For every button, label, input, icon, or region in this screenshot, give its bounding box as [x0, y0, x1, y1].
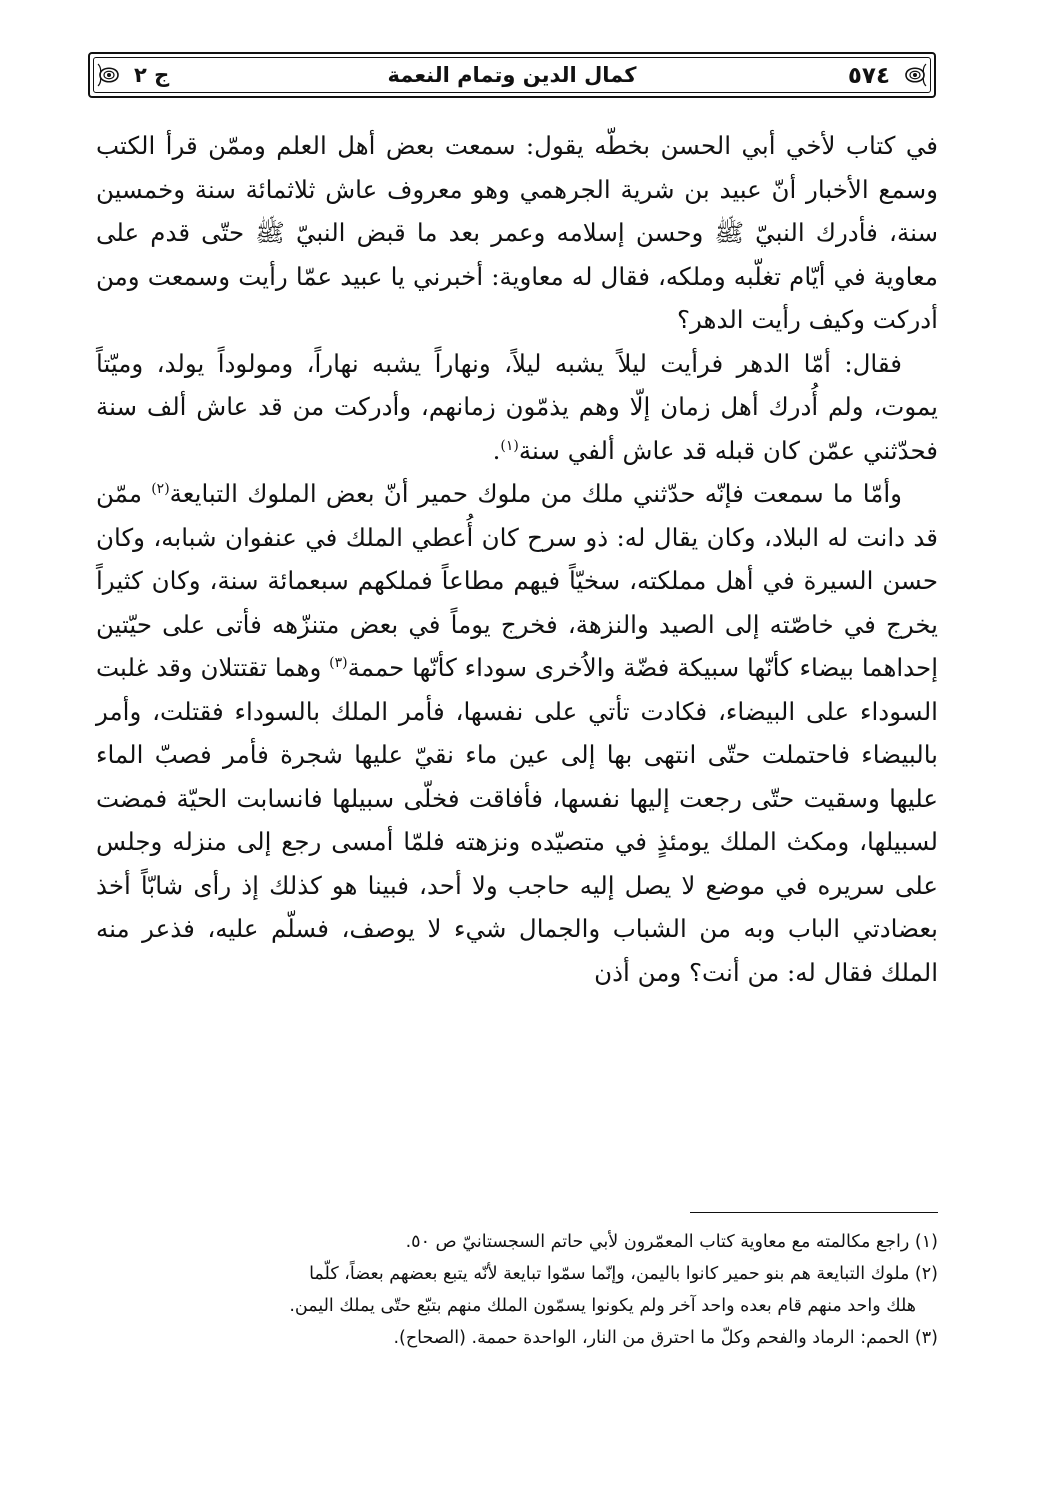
- page-number: ٥٧٤: [847, 63, 890, 89]
- footnote-1: (١) راجع مكالمته مع معاوية كتاب المعمّرون لأبي حاتم السجستانيّ ص ٥٠.: [405, 1232, 938, 1252]
- paragraph-punct: .: [492, 435, 501, 465]
- footnote-ref-3: (٣): [329, 654, 348, 671]
- footnote-ref-2: (٢): [151, 480, 170, 497]
- footnote-3: (٣) الحمم: الرماد والفحم وكلّ ما احترق من النار، الواحدة حممة. (الصحاح).: [393, 1328, 938, 1348]
- paragraph-2: [96, 342, 938, 473]
- footnote-2: (٢) ملوك التبايعة هم بنو حمير كانوا باليمن، وإنّما سمّوا تبايعة لأنّه يتبع بعضهم بعضاً، كلّما: [309, 1264, 938, 1284]
- paragraph-text: وأمّا ما سمعت فإنّه حدّثني ملك من ملوك حمير أنّ بعض الملوك التبايعة: [169, 479, 902, 508]
- main-text: [96, 124, 938, 994]
- page-header: [88, 52, 936, 98]
- footnotes: [96, 1226, 938, 1354]
- volume-label: ج ٢: [134, 63, 170, 87]
- book-title: كمال الدين وتمام النعمة: [387, 63, 637, 87]
- paragraph-1: [96, 124, 938, 342]
- footnote-divider: [690, 1212, 938, 1213]
- paragraph-text: وهما تقتتلان وقد غلبت السوداء على البيضاء، فكادت تأتي على نفسها، فأمر الملك بالسوداء فقتلت، وأمر بالبيضاء فاحتملت حتّى انتهى بها إلى عين ماء نقيّ عليها شجرة فأمر فصبّ الماء عليها وسقيت حتّى رجعت إليها نفسها، فأفاقت فخلّى سبيلها فانسابت الحيّة فمضت لسبيلها، ومكث الملك يومئذٍ في متصيّده ونزهته فلمّا أمسى رجع إلى منزله وجلس على سريره في موضع لا يصل إليه حاجب ولا أحد، فبينا هو كذلك إذ رأى شابّاً أخذ بعضادتي الباب وبه من الشباب والجمال شيء لا يوصف، فسلّم عليه، فذعر منه الملك فقال له: من أنت؟ ومن أذن: [96, 653, 938, 987]
- ornament-icon: [902, 60, 928, 90]
- footnote-ref-1: (١): [500, 437, 519, 454]
- paragraph-3: [96, 472, 938, 994]
- paragraph-text: في كتاب لأخي أبي الحسن بخطّه يقول: سمعت بعض أهل العلم وممّن قرأ الكتب وسمع الأخبار أنّ عبيد بن شرية الجرهمي وهو معروف عاش ثلاثمائة سنة وخمسين سنة، فأدرك النبيّ ﷺ وحسن إسلامه وعمر بعد ما قبض النبيّ ﷺ حتّى قدم على معاوية في أيّام تغلّبه وملكه، فقال له معاوية: أخبرني يا عبيد عمّا رأيت وسمعت ومن أدركت وكيف رأيت الدهر؟: [96, 131, 938, 334]
- footnote-2-continued: هلك واحد منهم قام بعده واحد آخر ولم يكونوا يسمّون الملك منهم بتبّع حتّى يملك اليمن.: [289, 1296, 916, 1316]
- paragraph-text: فقال: أمّا الدهر فرأيت ليلاً يشبه ليلاً، ونهاراً يشبه نهاراً، ومولوداً يولد، وميّتاً يموت، ولم أُدرك أهل زمان إلّا وهم يذمّون زمانهم، وأدركت من قد عاش ألف سنة فحدّثني عمّن كان قبله قد عاش ألفي سنة: [96, 348, 938, 465]
- paragraph-text: ممّن قد دانت له البلاد، وكان يقال له: ذو سرح كان أُعطي الملك في عنفوان شبابه، وكان حسن السيرة في أهل مملكته، سخيّاً فيهم مطاعاً فملكهم سبعمائة سنة، وكان كثيراً يخرج في خاصّته إلى الصيد والنزهة، فخرج يوماً في بعض متنزّهه فأتى على حيّتين إحداهما بيضاء كأنّها سبيكة فضّة والاُخرى سوداء كأنّها حممة: [96, 479, 938, 682]
